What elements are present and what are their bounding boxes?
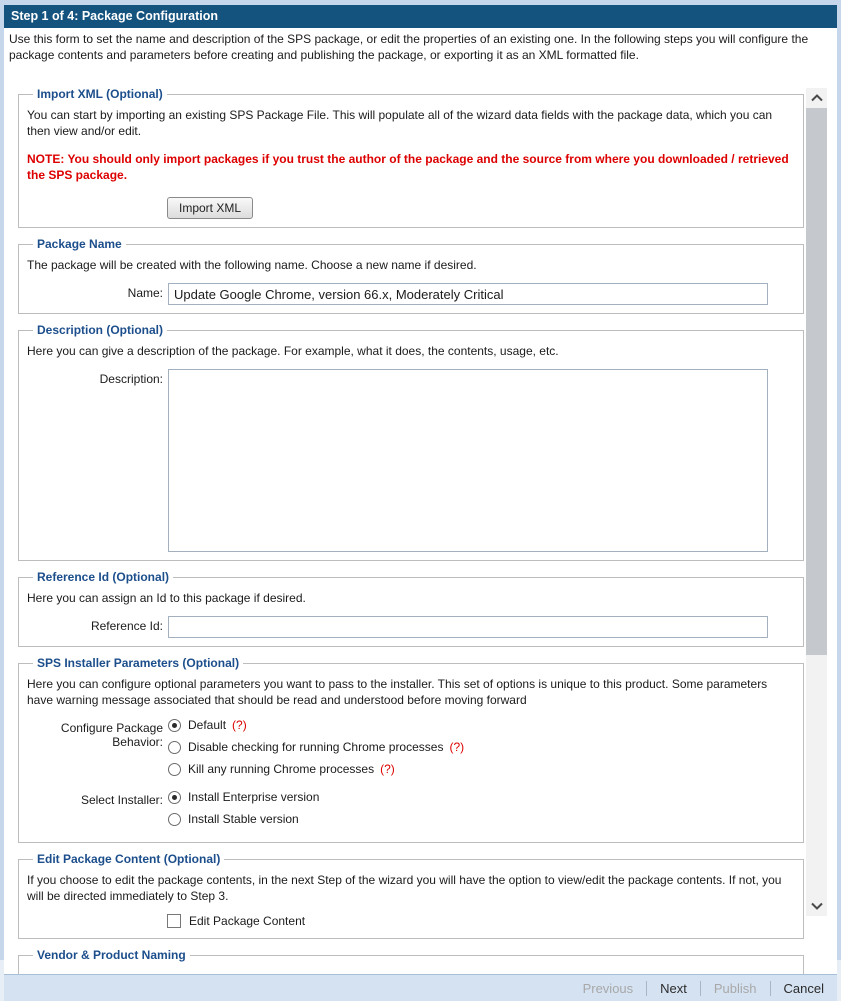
wizard-content xyxy=(4,28,837,974)
package-name-body: The package will be created with the following name. Choose a new name if desired. xyxy=(27,258,477,272)
description-textarea[interactable] xyxy=(168,369,768,552)
footer-separator xyxy=(700,981,701,996)
reference-id-legend: Reference Id (Optional) xyxy=(37,570,170,584)
radio-disable-checking[interactable] xyxy=(168,741,181,754)
footer-separator xyxy=(770,981,771,996)
description-legend: Description (Optional) xyxy=(37,323,163,337)
radio-enterprise[interactable] xyxy=(168,791,181,804)
reference-id-body: Here you can assign an Id to this package if desired. xyxy=(27,591,306,605)
help-icon-default[interactable]: (?) xyxy=(232,718,247,732)
select-installer-label: Select Installer: xyxy=(80,793,163,807)
radio-option-disable-checking[interactable] xyxy=(168,740,464,754)
scroll-down-icon[interactable] xyxy=(806,896,827,916)
installer-params-body: Here you can configure optional parameters you want to pass to the installer. This set of options is unique to this product. Some parameters have warning message associated that should be read and understood before moving forward xyxy=(27,677,768,707)
radio-disable-checking-label: Disable checking for running Chrome processes xyxy=(188,740,444,754)
reference-id-section xyxy=(18,570,804,647)
import-xml-note: NOTE: You should only import packages if you trust the author of the package and the source from where you downloaded / retrieved the SPS package. xyxy=(27,152,789,182)
edit-content-checkbox-row[interactable] xyxy=(167,914,793,928)
publish-button: Publish xyxy=(710,981,761,996)
import-xml-section xyxy=(18,87,804,228)
help-icon-disable-checking[interactable]: (?) xyxy=(449,740,465,754)
installer-params-legend: SPS Installer Parameters (Optional) xyxy=(37,656,240,670)
description-label: Description: xyxy=(99,372,163,386)
radio-kill-processes-label: Kill any running Chrome processes xyxy=(188,762,375,776)
footer-separator xyxy=(646,981,647,996)
radio-option-default[interactable] xyxy=(168,718,464,732)
next-button[interactable]: Next xyxy=(656,981,691,996)
radio-stable[interactable] xyxy=(168,813,181,826)
import-xml-legend: Import XML (Optional) xyxy=(37,87,163,101)
vendor-naming-legend: Vendor & Product Naming xyxy=(37,948,186,962)
package-name-section xyxy=(18,237,804,314)
radio-kill-processes[interactable] xyxy=(168,763,181,776)
edit-content-legend: Edit Package Content (Optional) xyxy=(37,852,221,866)
reference-id-label: Reference Id: xyxy=(90,619,163,633)
configure-behavior-label: Configure Package Behavior: xyxy=(60,721,163,749)
previous-button: Previous xyxy=(579,981,638,996)
edit-content-body: If you choose to edit the package contents, in the next Step of the wizard you will have the option to view/edit the package contents. If not, you will be directed immediately to Step 3. xyxy=(27,873,782,903)
vertical-scrollbar[interactable] xyxy=(806,88,827,916)
scroll-up-icon[interactable] xyxy=(806,88,827,108)
radio-option-kill-processes[interactable] xyxy=(168,762,464,776)
description-body: Here you can give a description of the package. For example, what it does, the contents, usage, etc. xyxy=(27,344,559,358)
edit-content-checkbox[interactable] xyxy=(167,914,181,928)
radio-stable-label: Install Stable version xyxy=(188,812,299,826)
wizard-inner xyxy=(4,5,837,996)
name-label: Name: xyxy=(127,286,163,300)
vendor-naming-section xyxy=(18,948,804,974)
reference-id-input[interactable] xyxy=(168,616,768,638)
package-name-legend: Package Name xyxy=(37,237,122,251)
intro-text: Use this form to set the name and description of the SPS package, or edit the properties of an existing one. In the following steps you will configure the package contents and parameters before creating and publishing the package, or exporting it as an XML formatted file. xyxy=(9,32,809,62)
radio-option-enterprise[interactable] xyxy=(168,790,319,804)
installer-params-section xyxy=(18,656,804,843)
scrollbar-thumb[interactable] xyxy=(806,108,827,655)
radio-option-stable[interactable] xyxy=(168,812,319,826)
radio-default-label: Default xyxy=(188,718,227,732)
wizard-footer xyxy=(4,974,837,1001)
radio-enterprise-label: Install Enterprise version xyxy=(188,790,320,804)
help-icon-kill-processes[interactable]: (?) xyxy=(380,762,395,776)
edit-content-checkbox-label: Edit Package Content xyxy=(189,914,306,928)
import-xml-body: You can start by importing an existing SPS Package File. This will populate all of the wizard data fields with the package data, which you can then view and/or edit. xyxy=(27,108,773,138)
wizard-title: Step 1 of 4: Package Configuration xyxy=(4,5,837,28)
cancel-button[interactable]: Cancel xyxy=(780,981,828,996)
import-xml-button[interactable]: Import XML xyxy=(167,197,253,219)
edit-content-section xyxy=(18,852,804,939)
name-input[interactable] xyxy=(168,283,768,305)
description-section xyxy=(18,323,804,561)
radio-default[interactable] xyxy=(168,719,181,732)
